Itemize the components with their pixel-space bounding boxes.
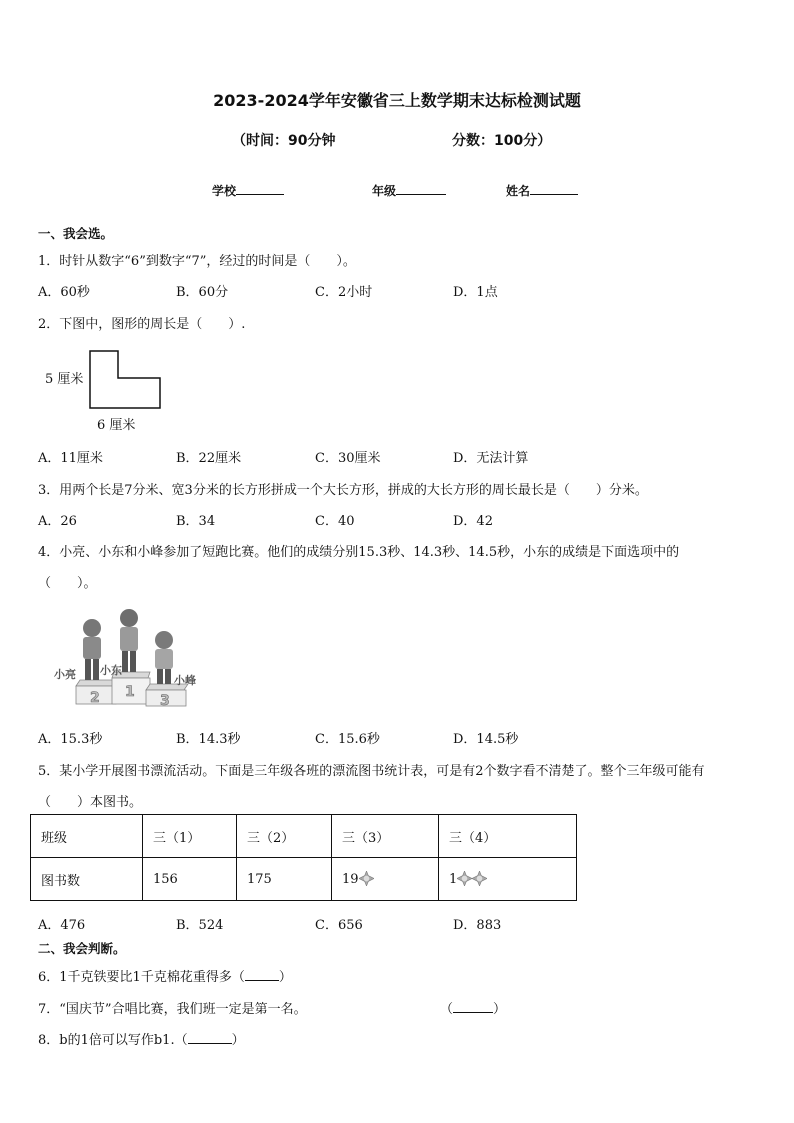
q2-option-d[interactable]: D．无法计算 <box>453 451 529 466</box>
grade-field <box>372 182 446 199</box>
q4-option-c[interactable]: C．15.6秒 <box>315 732 380 747</box>
question-4-line-1: 4．小亮、小东和小峰参加了短跑比赛。他们的成绩分别15.3秒、14.3秒、14.5秒，小东的成绩是下面选项中的 <box>38 545 680 560</box>
question-3: 3．用两个长是7分米、宽3分米的长方形拼成一个大长方形，拼成的大长方形的周长最长是（ ）分米。 <box>38 483 648 498</box>
l-shape-figure <box>88 349 164 411</box>
table-row <box>31 858 577 901</box>
name-blank[interactable] <box>530 182 578 195</box>
podium-number-1: 1 <box>125 684 135 700</box>
q4-option-b[interactable]: B．14.3秒 <box>176 732 241 747</box>
podium-illustration <box>52 604 208 710</box>
question-6-text: 6．1千克铁要比1千克棉花重得多（ <box>38 970 245 985</box>
q1-option-d[interactable]: D．1点 <box>453 285 498 300</box>
runner-name-xiaodong: 小东 <box>100 664 122 677</box>
runner-1st <box>120 609 138 672</box>
question-7-open: （ <box>440 1002 454 1017</box>
ink-blot-icon <box>457 871 472 886</box>
q1-option-b[interactable]: B．60分 <box>176 285 229 300</box>
question-8-close: ） <box>231 1033 245 1048</box>
ink-blot-icon <box>359 871 374 886</box>
podium-number-2: 2 <box>90 690 100 706</box>
grade-label: 年级 <box>372 184 397 198</box>
question-8 <box>38 1029 245 1048</box>
grade-blank[interactable] <box>396 182 446 195</box>
q5-option-a[interactable]: A．476 <box>38 918 86 933</box>
figure-bottom-label: 6 厘米 <box>97 418 136 433</box>
question-1: 1．时针从数字“6”到数字“7”，经过的时间是（ ）。 <box>38 254 356 269</box>
question-5-line-1: 5．某小学开展图书漂流活动。下面是三年级各班的漂流图书统计表，可是有2个数字看不清楚了。整个三年级可能有 <box>38 764 705 779</box>
total-score: 分数：100分） <box>452 133 552 149</box>
page-title: 2023-2024学年安徽省三上数学期末达标检测试题 <box>213 91 581 110</box>
table-cell-visible-digits: 19 <box>342 872 359 887</box>
time-limit: （时间：90分钟 <box>232 133 336 149</box>
question-2: 2．下图中，图形的周长是（ ）. <box>38 317 246 332</box>
q2-option-c[interactable]: C．30厘米 <box>315 451 381 466</box>
table-header-cell: 班级 <box>31 815 143 858</box>
runner-3rd <box>155 631 173 684</box>
runner-2nd <box>83 619 101 680</box>
q5-option-d[interactable]: D．883 <box>453 918 502 933</box>
q3-option-d[interactable]: D．42 <box>453 514 493 529</box>
q3-option-b[interactable]: B．34 <box>176 514 216 529</box>
table-cell-visible-digits: 1 <box>449 872 458 887</box>
figure-side-label: 5 厘米 <box>45 372 84 387</box>
table-header-cell: 三（1） <box>143 815 237 858</box>
school-blank[interactable] <box>236 182 284 195</box>
table-header-cell: 三（3） <box>332 815 439 858</box>
q4-option-d[interactable]: D．14.5秒 <box>453 732 519 747</box>
q3-option-a[interactable]: A．26 <box>38 514 77 529</box>
name-field <box>506 182 578 199</box>
q6-answer-blank[interactable] <box>245 968 279 981</box>
table-header-row <box>31 815 577 858</box>
q3-option-c[interactable]: C．40 <box>315 514 355 529</box>
q5-option-c[interactable]: C．656 <box>315 918 363 933</box>
question-4-line-2: （ ）。 <box>38 576 97 591</box>
name-label: 姓名 <box>506 184 531 198</box>
podium-number-3: 3 <box>160 693 170 709</box>
table-cell-obscured <box>332 858 439 901</box>
table-cell-obscured <box>439 858 577 901</box>
q7-answer-blank[interactable] <box>453 1000 493 1013</box>
section-2-title: 二、我会判断。 <box>38 941 126 956</box>
q4-option-a[interactable]: A．15.3秒 <box>38 732 103 747</box>
question-7-close: ） <box>493 1002 507 1017</box>
question-5-line-2: （ ）本图书。 <box>38 795 143 810</box>
q5-option-b[interactable]: B．524 <box>176 918 224 933</box>
q2-option-a[interactable]: A．11厘米 <box>38 451 103 466</box>
l-shape-outline <box>90 351 160 408</box>
question-6 <box>38 966 292 985</box>
q2-option-b[interactable]: B．22厘米 <box>176 451 242 466</box>
question-6-close: ） <box>278 970 292 985</box>
school-label: 学校 <box>212 184 237 198</box>
runner-name-xiaofeng: 小峰 <box>174 674 196 687</box>
book-count-table <box>30 814 577 901</box>
q1-option-a[interactable]: A．60秒 <box>38 285 90 300</box>
table-cell: 175 <box>237 858 332 901</box>
table-row-label: 图书数 <box>31 858 143 901</box>
question-7-answer <box>440 998 506 1017</box>
runner-name-xiaoliang: 小亮 <box>54 668 76 681</box>
q1-option-c[interactable]: C．2小时 <box>315 285 373 300</box>
table-header-cell: 三（2） <box>237 815 332 858</box>
table-cell: 156 <box>143 858 237 901</box>
question-8-text: 8．b的1倍可以写作b1.（ <box>38 1033 188 1048</box>
ink-blot-icon <box>472 871 487 886</box>
table-header-cell: 三（4） <box>439 815 577 858</box>
school-field <box>212 182 284 199</box>
section-1-title: 一、我会选。 <box>38 226 114 241</box>
question-7-text: 7．“国庆节”合唱比赛，我们班一定是第一名。 <box>38 1002 307 1017</box>
q8-answer-blank[interactable] <box>188 1031 232 1044</box>
